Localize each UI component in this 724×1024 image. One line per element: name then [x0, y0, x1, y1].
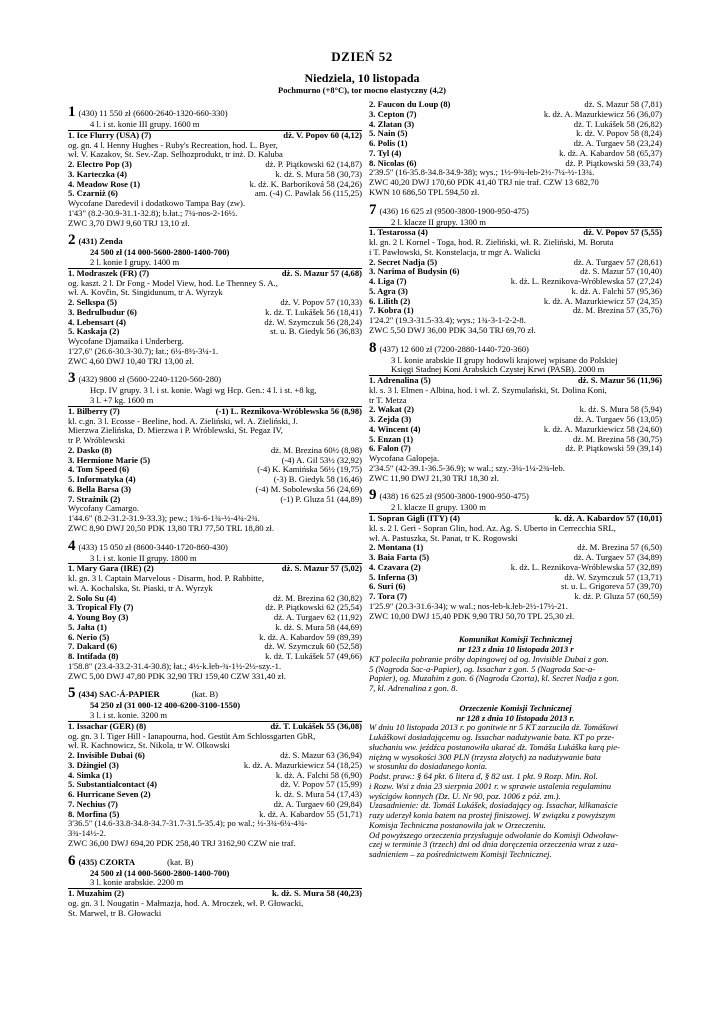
race-title: [68, 371, 362, 386]
technical-commission-notice-text: Papier), og. Muzahim z gon. 6 (Nagroda Czorta), kl. Secret Nadja z gon.: [369, 674, 620, 684]
place-row-jockey: dż. W. Szymczuk 57 (13,71): [564, 571, 662, 582]
place-row-jockey: (-4) A. Gil 53½ (32,92): [281, 454, 362, 465]
breeding-line: kl. c.gn. 3 l. Ecosse - Beeline, hod. A. Zieliński, wł. A. Zieliński, J.: [68, 416, 298, 426]
place-row-jockey: k. dż. A. Mazurkiewicz 58 (24,60): [543, 423, 662, 434]
right-column: [369, 100, 662, 860]
place-row-horse: 5. Informatyka (4): [68, 474, 136, 484]
technical-commission-ruling: [369, 704, 662, 860]
technical-commission-ruling-text: czej w terminie 3 (trzech) dni od dnia doręczenia orzeczenia wraz z uza-: [369, 840, 618, 850]
place-row-jockey: dż. M. Brezina 60½ (8,98): [270, 444, 362, 455]
race-category: (kat. B): [191, 689, 218, 700]
place-row-jockey: k. dż. K. Barboriková 58 (24,26): [249, 178, 362, 189]
place-row-jockey: st. u. L. Grigoreva 57 (39,70): [561, 581, 662, 592]
place-row-horse: 6. Hurricane Seven (2): [68, 789, 151, 799]
breeding-line: wł. A. Kovčin, St. Singidunum, tr A. Wyrzyk: [68, 288, 223, 298]
race-note: ZWC 5,00 DWJ 47,80 PDK 32,90 TRJ 159,40 CZW 331,40 zł.: [68, 671, 286, 681]
race-note: ZWC 40,20 DWJ 170,60 PDK 41,40 TRJ nie traf. CZW 13 682,70: [369, 178, 599, 187]
race-7: [369, 203, 662, 336]
breeding-line: kl. s. 2 l. Geri - Sopran Glin, hod. Az. Ag. S. Uberto in Cerrecchia SRL,: [369, 523, 616, 533]
winner-row-horse: 1. Muzahim (2): [68, 888, 125, 898]
winner-row-horse: 1. Testarossa (4): [369, 227, 428, 238]
place-row-jockey: k. dż. S. Mura 58 (30,73): [275, 168, 362, 179]
technical-commission-ruling-text: niężną w wysokości 300 PLN (trzysta złotych) za nadużywanie bata: [369, 752, 601, 762]
technical-commission-notice-text: 7, kl. Adrenalina z gon. 8.: [369, 684, 458, 693]
breeding-line: wł. A. Kochalska, St. Piaski, tr A. Wyrzyk: [68, 583, 213, 593]
place-row-horse: 6. Falon (7): [369, 443, 411, 454]
race-note: KWN 10 686,50 TPL 594,50 zł.: [369, 187, 480, 197]
place-row-horse: 5. Nain (5): [369, 128, 408, 139]
place-row-horse: 2. Secret Nadja (5): [369, 256, 438, 267]
race-6-continued: [369, 100, 662, 198]
breeding-line: og. gn. 3 l. Tiger Hill - Ianapourna, hod. Gestüt Am Schlossgarten GbR,: [68, 731, 316, 741]
place-row-jockey: dż. V. Popov 57 (15,99): [280, 779, 362, 790]
race-note: ZWC 4,60 DWJ 10,40 TRJ 13,00 zł.: [68, 356, 194, 366]
place-row-jockey: dż. M. Brezina 57 (6,50): [577, 542, 662, 553]
race-category: (kat. B): [167, 856, 194, 867]
place-row-horse: 6. Nerio (5): [68, 631, 110, 642]
place-row-jockey: dż. A. Turgaev 58 (23,24): [573, 138, 662, 148]
place-row-horse: 6. Suri (6): [369, 581, 406, 592]
race-note: ZWC 11,90 DWJ 21,30 TRJ 18,30 zł.: [369, 473, 499, 483]
place-row-horse: 7. Dakard (6): [68, 641, 117, 652]
place-row-horse: 3. Tropical Fly (7): [68, 602, 134, 613]
place-row-horse: 2. Wakat (2): [369, 404, 414, 415]
place-row-horse: 2. Electro Pop (3): [68, 159, 132, 169]
place-row-horse: 7. Nechius (7): [68, 798, 118, 809]
breeding-line: tr P. Wróblewski: [68, 436, 126, 445]
place-row-horse: 2. Dasko (8): [68, 444, 112, 455]
place-row-horse: 7. Tora (7): [369, 591, 407, 601]
race-note: ZWC 36,00 DWJ 694,20 PDK 258,40 TRJ 3162,90 CZW nie traf.: [68, 838, 296, 848]
race-3: [68, 371, 362, 533]
race-note: 1'58.8" (23.4-33.2-31.4-30.8); łat.; 4½-k.łeb-¾-1½-2½-szy.-1.: [68, 661, 282, 671]
place-row-horse: 3. Dżingiel (3): [68, 759, 119, 770]
race-head: (436) 16 625 zł (9500-3800-1900-950-475): [379, 205, 529, 216]
race-note: Wycofane Djamaika i Underberg.: [68, 337, 184, 346]
place-row-horse: 5. Kaskaja (2): [68, 326, 120, 337]
race-title: [68, 233, 362, 248]
place-row-jockey: k. dż. A. Mazurkiewicz 57 (24,35): [543, 295, 662, 306]
technical-commission-ruling-text: Uzasadnienie: dż. Tomáš Lukášek, dosiadający og. Issachar, kilkanaście: [369, 801, 618, 811]
race-note: Wycofany Camargo.: [68, 504, 139, 514]
place-row-horse: 4. Czavara (2): [369, 561, 421, 572]
place-row-horse: 2. Invisible Dubai (6): [68, 750, 145, 760]
place-row: [369, 306, 662, 316]
place-row-jockey: k. dż. L. Reznikova-Wróblewska 57 (27,24): [510, 276, 662, 286]
breeding-line: i T. Pawłowski, St. Konstelacja, tr mgr A. Walicki: [369, 247, 541, 257]
weather-line: Pochmurno (+8°C), tor mocno elastyczny (4,2): [278, 85, 446, 95]
breeding-line: og. kaszt. 2 l. Dr Fong - Model View, hod. Le Thenney S. A.,: [68, 278, 278, 288]
place-row-horse: 3. Zejda (3): [369, 414, 412, 424]
technical-commission-ruling-text: W dniu 10 listopada 2013 r. po gonitwie nr 5 KT zarzuciła dż. Tomášowi: [369, 723, 619, 733]
place-row-jockey: k. dż. L. Reznikova-Wróblewska 57 (32,89): [510, 561, 662, 572]
winner-row: [68, 131, 362, 141]
technical-commission-ruling-text: Lukáškowi dosiadającemu og. Issachar nadużywanie bata. KT po prze-: [369, 733, 615, 742]
place-row-horse: 3. Hermione Marie (5): [68, 454, 151, 465]
race-number: 9: [369, 487, 377, 504]
place-row-horse: 2. Montana (1): [369, 542, 424, 553]
place-row-horse: 4. Meadow Rose (1): [68, 178, 141, 189]
place-row: [369, 444, 662, 454]
breeding-line: tr T. Metza: [369, 395, 407, 405]
race-note: Wycofane Daredevil i dodatkowo Tampa Bay (zw).: [68, 199, 245, 208]
place-row-jockey: k. dż. A. Kabardov 58 (65,37): [559, 147, 662, 158]
race-prize: 54 250 zł (31 000-12 400-6200-3100-1550): [90, 701, 241, 711]
technical-commission-ruling-text: razy uderzył konia batem na prostej finiszowej. W związku z powyższym: [369, 811, 616, 820]
winner-row: [68, 407, 362, 417]
race-number: 4: [68, 537, 76, 554]
race-note: ZWC 3,70 DWJ 9,60 TRJ 13,10 zł.: [68, 218, 190, 228]
race-title: [369, 203, 662, 218]
race-note: 2'39.5" (16-35.8-34.8-34.9-38); wys.; 1½-9¾-łeb-2½-7¼-½-13¾.: [369, 168, 595, 178]
technical-commission-notice: [369, 635, 662, 694]
place-row-horse: 7. Strażnik (2): [68, 493, 121, 504]
date-title: Niedziela, 10 listopada: [304, 71, 420, 85]
race-note: 1'44.6" (8.2-31.2-31.9-33.3); pew.; 1¾-6-1¾-½-4¾-2¾.: [68, 514, 260, 523]
race-title: [68, 854, 362, 869]
race-head: (430) 11 550 zł (6600-2640-1320-660-330): [78, 108, 228, 118]
place-row-jockey: dż. P. Piątkowski 59 (39,14): [565, 443, 662, 454]
place-row-horse: 5. Agra (3): [369, 285, 408, 296]
place-row-horse: 3. Narima of Budysin (6): [369, 266, 460, 277]
race-number: 7: [369, 201, 377, 218]
breeding-line: og. gn. 4 l. Henny Hughes - Ruby's Recreation, hod. L. Byer,: [68, 140, 278, 150]
place-row-horse: 8. Morfina (5): [68, 808, 120, 819]
place-row-horse: 4. Young Boy (3): [68, 612, 129, 622]
winner-row: [369, 514, 662, 524]
place-row-jockey: dż. M. Brezina 58 (30,75): [572, 433, 662, 444]
breeding-line: wł. R. Kachnowicz, St. Nikola, tr W. Olkowski: [68, 741, 230, 751]
place-row-horse: 6. Bella Barsa (3): [68, 483, 132, 494]
technical-commission-ruling-text: sadnieniem – za pośrednictwem Komisji Technicznej.: [369, 850, 552, 859]
place-row: [68, 495, 362, 505]
winner-row: [68, 722, 362, 732]
technical-commission-ruling-text: Od powyższego orzeczenia przysługuje odwołanie do Komisji Odwoław-: [369, 830, 619, 840]
place-row-horse: 5. Enzan (1): [369, 433, 414, 444]
place-row-horse: 5. Substantialcontact (4): [68, 779, 158, 790]
place-row-jockey: dż. S. Mazur 57 (10,40): [580, 266, 662, 277]
place-row-jockey: dż. M. Brezina 57 (35,76): [572, 305, 662, 316]
place-row: [68, 652, 362, 662]
place-row-jockey: dż. A. Turgaev 57 (34,89): [573, 552, 662, 562]
breeding-line: og. gn. 3 l. Nougatin - Małmazja, hod. A. Mroczek, wł. P. Głowacki,: [68, 898, 304, 908]
technical-commission-ruling-text: Komisja Techniczna postanowiła jak w Orzeczeniu.: [369, 820, 546, 830]
technical-commission-ruling-text: wyścigów konnych (Dz. U. Nr 90, poz. 1006 z póź. zm.).: [369, 791, 561, 801]
race-number: 6: [68, 852, 76, 869]
winner-row-jockey: dż. S. Mazur 57 (4,68): [281, 267, 362, 278]
place-row-jockey: k. dż. S. Mura 58 (5,94): [579, 404, 662, 415]
place-row-jockey: k. dż. T. Lukášek 56 (18,41): [265, 306, 362, 317]
place-row-horse: 8. Nicolas (6): [369, 157, 417, 168]
race-prize: 24 500 zł (14 000-5600-2800-1400-700): [90, 248, 230, 258]
race-head: (435) CZORTA: [78, 856, 136, 867]
race-title: [68, 686, 362, 701]
place-row-jockey: k. dż. A. Falchi 58 (6,90): [275, 769, 362, 780]
place-row-jockey: k. dż. A. Mazurkiewicz 56 (36,07): [543, 108, 662, 119]
place-row-horse: 7. Tyl (4): [369, 147, 402, 158]
race-4: [68, 539, 362, 682]
winner-row-jockey: k. dż. A. Kabardov 57 (10,01): [554, 513, 662, 523]
place-row: [68, 327, 362, 337]
race-note: Wycofana Galopeja.: [369, 454, 440, 463]
race-title: [369, 341, 662, 356]
place-row-horse: 6. Polis (1): [369, 138, 408, 148]
race-title: [68, 105, 362, 120]
place-row-jockey: k. dż. A. Falchi 57 (95,36): [571, 285, 662, 296]
place-row-jockey: dż. M. Brezina 62 (30,82): [272, 592, 362, 603]
place-row-horse: 6. Lilith (2): [369, 295, 411, 306]
winner-row-jockey: dż. V. Popov 60 (4,12): [283, 129, 362, 140]
place-row-horse: 3. Cepton (7): [369, 108, 417, 119]
place-row-jockey: k. dż. A. Kabardov 55 (51,71): [259, 808, 362, 819]
winner-row-jockey: (-1) L. Reznikova-Wróblewska 56 (8,98): [215, 405, 362, 416]
place-row-jockey: dż. A. Turgaev 60 (29,84): [273, 798, 362, 809]
winner-row-jockey: dż. T. Lukášek 55 (36,08): [270, 720, 362, 731]
place-row-jockey: dż. A. Turgaev 57 (28,61): [573, 256, 662, 267]
race-head: (437) 12 600 zł (7200-2880-1440-720-360): [379, 343, 529, 354]
race-conditions: 2 l. konie I grupy. 1400 m: [68, 258, 362, 269]
place-row-jockey: dż. V. Popov 57 (10,33): [280, 297, 362, 307]
race-head: (432) 9800 zł (5600-2240-1120-560-280): [78, 374, 222, 385]
place-row-horse: 4. Tom Speed (6): [68, 464, 130, 475]
race-conditions: 3 l. i st. konie. 3200 m: [68, 711, 362, 722]
place-row-jockey: dż. W. Szymczuk 56 (28,24): [264, 316, 362, 327]
place-row-jockey: k. dż. S. Mura 54 (17,43): [275, 789, 362, 799]
place-row-jockey: (-4) K. Kamińska 56½ (19,75): [257, 464, 362, 475]
place-row-jockey: k. dż. T. Lukášek 57 (49,66): [265, 651, 362, 661]
breeding-line: kl. s. 3 l. Elmen - Albina, hod. i wł. Z. Szymulański, St. Dolina Koni,: [369, 385, 607, 395]
race-note: 2'34.5" (42-39.1-36.5-36.9); w wal.; szy.-3¼-1¼-2¾-łeb.: [369, 463, 565, 473]
breeding-line: St. Marwel, tr B. Głowacki: [68, 908, 162, 918]
place-row-jockey: k. dż. V. Popov 58 (8,24): [576, 128, 662, 139]
race-number: 5: [68, 685, 76, 702]
place-row-horse: 8. Intifada (8): [68, 651, 119, 661]
race-6: [68, 854, 362, 919]
place-row-jockey: dż. A. Turgaev 62 (11,92): [273, 612, 362, 622]
breeding-line: Mierzwa Zielińska, D. Mierzwa i P. Wróblewski, St. Pegaz IV,: [68, 426, 283, 436]
breeding-line: wł. V. Kazakov, St. Sev.-Zap. Selhozprodukt, tr inż. D. Kaluba: [68, 150, 283, 160]
race-conditions: 3 l. konie arabskie II grupy hodowli krajowej wpisane do Polskiej: [391, 355, 618, 365]
race-conditions: 4 l. i st. konie III grupy. 1600 m: [68, 120, 362, 131]
race-8: [369, 341, 662, 484]
technical-commission-ruling-text: i Rozw. Wsi z dnia 23 sierpnia 2001 r. w sprawie ustalenia regulaminu: [369, 781, 612, 791]
place-row-horse: 4. Zlatan (3): [369, 118, 415, 129]
technical-commission-notice-text: KT poleciła pobranie próby dopingowej od og. Invisible Dubai z gon.: [369, 654, 609, 664]
place-row-jockey: dż. S. Mazur 58 (7,81): [584, 99, 662, 109]
winner-row-horse: 1. Issachar (GER) (8): [68, 720, 147, 731]
race-note: 1'24.2" (19.3-31.5-33.4); wys.; 1¾-3-1-2-2-8.: [369, 316, 526, 325]
breeding-line: wł. A. Pastuszka, St. Panat, tr K. Rogowski: [369, 533, 518, 543]
place-row-jockey: dż. W. Szymczuk 60 (52,58): [264, 641, 362, 652]
race-1: [68, 105, 362, 228]
race-conditions: 3 l. konie arabskie. 2200 m: [68, 878, 362, 889]
place-row-horse: 4. Lebensart (4): [68, 316, 126, 327]
place-row: [369, 159, 662, 169]
winner-row-horse: 1. Mary Gara (IRE) (2): [68, 563, 154, 574]
technical-commission-ruling-text: w stosunku do dosiadanego konia.: [369, 762, 488, 772]
left-column: [68, 100, 362, 918]
race-note: ZWC 5,50 DWJ 36,00 PDK 34,50 TRJ 69,70 zł.: [369, 325, 536, 335]
place-row-jockey: dż. T. Lukášek 58 (26,82): [573, 118, 662, 129]
technical-commission-ruling-text: słuchaniu ww. jeźdźca postanowiła ukarać dż. Tomáša Lukáška karą pie-: [369, 742, 620, 752]
place-row-horse: 3. Baia Farta (5): [369, 552, 430, 562]
place-row-horse: 5. Czarniż (6): [68, 188, 118, 199]
place-row: [68, 810, 362, 820]
race-head: (431) Zenda: [78, 236, 123, 247]
race-note: 3'36.5" (14.6-33.8-34.8-34.7-31.7-31.5-35.4); po wal.; ½-3¾-6¼-4¾-: [68, 819, 308, 829]
place-row-horse: 4. Simka (1): [68, 769, 113, 780]
place-row-jockey: dż. P. Piątkowski 59 (33,74): [565, 157, 662, 168]
place-row-jockey: am. (-4) C. Pawlak 56 (115,25): [254, 188, 362, 199]
winner-row: [68, 269, 362, 279]
place-row-jockey: k. dż. P. Gluza 57 (60,59): [574, 591, 662, 601]
race-conditions: Hcp. IV grupy. 3 l. i st. konie. Wagi wg Hcp. Gen.: 4 l. i st. +8 kg,: [90, 386, 317, 396]
winner-row-jockey: dż. S. Mazur 56 (11,96): [577, 375, 662, 385]
winner-row: [369, 376, 662, 386]
winner-row: [68, 564, 362, 574]
race-9: [369, 488, 662, 621]
winner-row-horse: 1. Modraszek (FR) (7): [68, 267, 150, 278]
place-row-jockey: dż. P. Piątkowski 62 (14,87): [265, 159, 362, 169]
race-note: 1'43" (8.2-30.9-31.1-32.8); b.łat.; 7¼-nos-2-16½.: [68, 208, 238, 218]
race-number: 3: [68, 370, 76, 387]
winner-row-jockey: dż. V. Popov 57 (5,55): [583, 227, 662, 238]
race-number: 8: [369, 339, 377, 356]
race-note: ZWC 8,90 DWJ 20,50 PDK 13,80 TRJ 77,50 TRL 18,80 zł.: [68, 523, 275, 533]
technical-commission-notice-title: Komunikat Komisji Technicznej: [458, 635, 573, 645]
race-5: [68, 686, 362, 848]
place-row-horse: 2. Faucon du Loup (8): [369, 99, 451, 109]
technical-commission-ruling-text: Podst. praw.: § 64 pkt. 6 litera d, § 82 ust. 1 pkt. 9 Rozp. Min. Rol.: [369, 772, 598, 781]
race-note: ZWC 10,00 DWJ 15,40 PDK 9,90 TRJ 50,70 TPL 25,30 zł.: [369, 611, 575, 621]
place-row-horse: 4. Liga (7): [369, 276, 407, 286]
technical-commission-notice-subtitle: nr 123 z dnia 10 listopada 2013 r: [457, 645, 574, 654]
race-title: [369, 488, 662, 503]
place-row-jockey: st. u. B. Giedyk 56 (36,83): [270, 326, 362, 337]
winner-row-jockey: k. dż. S. Mura 58 (40,23): [272, 888, 362, 898]
place-row-jockey: k. dż. S. Mura 58 (44,69): [275, 621, 362, 632]
winner-row-horse: 1. Sopran Gigli (ITY) (4): [369, 513, 460, 523]
race-conditions: 3 l. +7 kg. 1600 m: [68, 396, 362, 407]
place-row-jockey: dż. A. Turgaev 56 (13,05): [573, 414, 662, 424]
place-row-horse: 4. Wincent (4): [369, 423, 421, 434]
breeding-line: kl. gn. 3 l. Captain Marvelous - Disarm, hod. P. Rabbitte,: [68, 574, 264, 583]
day-title: DZIEŃ 52: [331, 49, 393, 64]
technical-commission-ruling-title: Orzeczenie Komisji Technicznej: [459, 703, 572, 713]
race-conditions: 2 l. klacze II grupy. 1300 m: [369, 218, 662, 229]
place-row: [68, 189, 362, 199]
winner-row: [369, 228, 662, 238]
place-row: [369, 592, 662, 602]
race-conditions: 3 l. i st. konie II grupy. 1800 m: [68, 554, 362, 565]
place-row-horse: 2. Selkspa (5): [68, 297, 117, 307]
race-conditions: Księgi Stadnej Koni Arabskich Czystej Krwi (PASB). 2000 m: [369, 365, 662, 376]
race-number: 1: [68, 104, 76, 120]
race-head: (438) 16 625 zł (9500-3800-1900-950-475): [379, 491, 529, 502]
race-note: 1'25.9" (20.3-31.6-34); w wal.; nos-łeb-k.łeb-2½-17½-21.: [369, 601, 568, 611]
place-row-horse: 5. Jałta (1): [68, 621, 107, 632]
place-row-horse: 7. Kobra (1): [369, 305, 414, 316]
breeding-line: kl. gn. 2 l. Kornel - Toga, hod. R. Zieliński, wł. R. Zieliński, M. Boruta: [369, 238, 614, 247]
place-row-jockey: dż. P. Piątkowski 62 (25,54): [265, 602, 362, 613]
place-row-jockey: (-3) B. Giedyk 58 (16,46): [273, 474, 362, 484]
race-prize: 24 500 zł (14 000-5600-2800-1400-700): [90, 868, 230, 878]
race-number: 2: [68, 232, 76, 249]
race-2: [68, 233, 362, 366]
race-note: 3¾-14½-2.: [68, 829, 106, 838]
place-row-horse: 5. Inferna (3): [369, 571, 418, 582]
technical-commission-ruling-subtitle: nr 128 z dnia 10 listopada 2013 r.: [456, 713, 575, 723]
place-row-horse: 2. Solo Su (4): [68, 592, 117, 603]
race-title: [68, 539, 362, 554]
place-row-horse: 3. Bedrulbudur (6): [68, 306, 137, 317]
place-row-jockey: (-4) M. Sobolewska 56 (24,69): [255, 483, 362, 494]
race-head: (433) 15 050 zł (8600-3440-1720-860-430): [78, 541, 228, 552]
winner-row-horse: 1. Bilberry (7): [68, 405, 120, 416]
winner-row: [68, 889, 362, 899]
winner-row-horse: 1. Ice Flurry (USA) (7): [68, 129, 152, 140]
place-row-jockey: k. dż. A. Mazurkiewicz 54 (18,25): [243, 759, 362, 770]
race-head: (434) SAC-Á-PAPIER: [78, 689, 160, 700]
winner-row-horse: 1. Adrenalina (5): [369, 375, 431, 385]
race-conditions: 2 l. klacze II grupy. 1300 m: [369, 503, 662, 514]
winner-row-jockey: dż. S. Mazur 57 (5,02): [281, 563, 362, 574]
race-note: 1'27,6" (26.6-30.3-30.7); łat.; 6¼-8½-3¼-1.: [68, 346, 219, 356]
place-row-horse: 3. Karteczka (4): [68, 168, 127, 179]
place-row-jockey: (-1) P. Gluza 51 (44,89): [280, 493, 362, 504]
place-row-jockey: k. dż. A. Kabardov 59 (89,39): [259, 631, 362, 642]
technical-commission-notice-text: 5 (Nagroda Sac-a-Papier), og. Issachar z gon. 5 (Nagroda Sac-a-: [369, 664, 596, 674]
place-row-jockey: dż. S. Mazur 63 (36,94): [280, 750, 362, 760]
